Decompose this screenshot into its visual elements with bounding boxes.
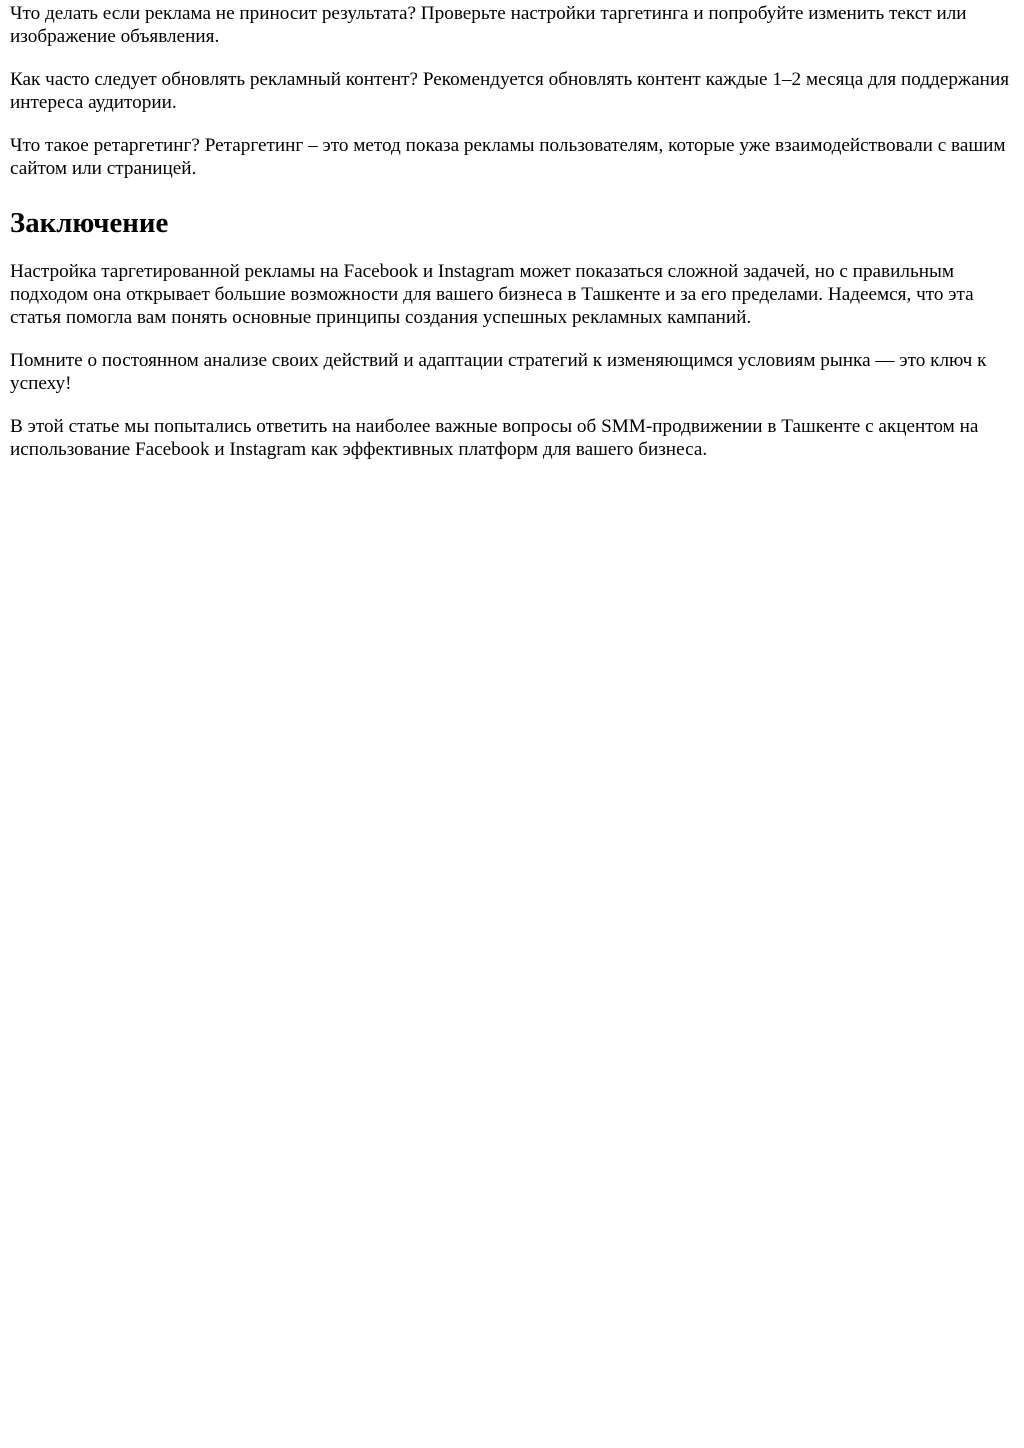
conclusion-heading: Заключение	[10, 207, 169, 239]
faq-answer-retargeting: Что такое ретаргетинг? Ретаргетинг – это метод показа рекламы пользователям, которые уже взаимодействовали с вашим сайтом или страницей.	[10, 135, 1006, 179]
faq-section	[10, 2, 1014, 180]
conclusion-paragraph: Настройка таргетированной рекламы на Facebook и Instagram может показаться сложной задачей, но с правильным подходом она открывает большие возможности для вашего бизнеса в Ташкенте и за его пределами. Надеемся, что эта статья помогла вам понять основные принципы создания успешных рекламных кампаний.	[10, 261, 974, 328]
faq-answer-content-update-frequency: Как часто следует обновлять рекламный контент? Рекомендуется обновлять контент каждые 1–2 месяца для поддержания интереса аудитории.	[10, 69, 1010, 113]
conclusion-paragraph: В этой статье мы попытались ответить на наиболее важные вопросы об SMM-продвижении в Ташкенте с акцентом на использование Facebook и Instagram как эффективных платформ для вашего бизнеса.	[10, 416, 979, 460]
faq-answer-ad-not-working: Что делать если реклама не приносит результата? Проверьте настройки таргетинга и попробуйте изменить текст или изображение объявления.	[10, 3, 967, 47]
conclusion-section	[10, 206, 1014, 461]
article-content	[0, 2, 1024, 461]
conclusion-paragraph: Помните о постоянном анализе своих действий и адаптации стратегий к изменяющимся условиям рынка — это ключ к успеху!	[10, 350, 987, 394]
